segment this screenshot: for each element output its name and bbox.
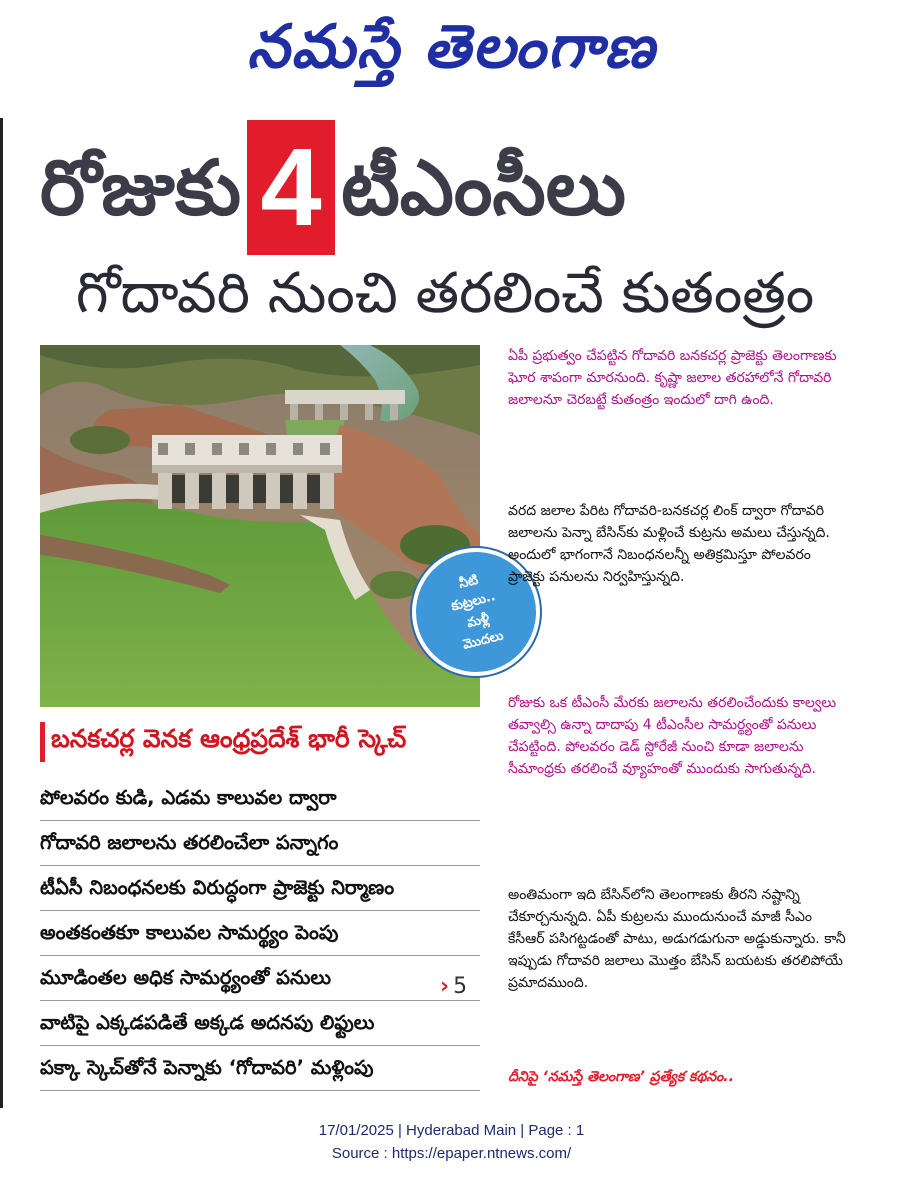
subhead-text: బనకచర్ల వెనక ఆంధ్రప్రదేశ్ భారీ స్కెచ్ [51, 724, 407, 753]
closing-line: దీనిపై ‘నమస్తే తెలంగాణ’ ప్రత్యేక కథనం.. [508, 1069, 734, 1085]
sub-headline: గోదావరి నుంచి తరలించే కుతంత్రం [75, 261, 815, 326]
footer-source-link[interactable]: Source : https://epaper.ntnews.com/ [331, 1145, 572, 1162]
body-paragraph-2: వరద జలాల పేరిట గోదావరి-బనకచర్ల లింక్ ద్వారా గోదావరి జలాలను పెన్నా బేసిన్‌కు మళ్లించే కుట్రను అమలు చేస్తున్నది. అందులో భాగంగానే నిబంధనలన్నీ అతిక్రమిస్తూ పోలవరం ప్రాజెక్టు పనులను నిర్వహిస్తున్నది. [508, 503, 830, 585]
footer-edition-info: 17/01/2025 | Hyderabad Main | Page : 1 [318, 1122, 585, 1139]
highlight-item: పక్కా స్కెచ్‌తోనే పెన్నాకు ‘గోదావరి’ మళ్లింపు [40, 1046, 480, 1091]
main-headline [40, 120, 840, 255]
highlight-item: గోదావరి జలాలను తరలించేలా పన్నాగం [40, 821, 480, 866]
dam-photo [40, 345, 480, 707]
subhead-accent-bar [40, 722, 45, 762]
page-ref-number: 5 [453, 974, 468, 999]
headline-number-box: 4 [247, 120, 335, 255]
badge-line-2: కుట్రలు.. [449, 589, 498, 615]
headline-right-text: టీఎంసీలు [341, 142, 626, 232]
body-paragraph-4: అంతిమంగా ఇది బేసిన్‌లోని తెలంగాణకు తీరని నష్టాన్ని చేకూర్చనున్నది. ఏపీ కుట్రలను ముందునుంచే మాజీ సీఎం కేసీఆర్ పసిగట్టడంతో పాటు, అడుగడుగునా అడ్డుకున్నారు. కానీ ఇప్పుడు గోదావరి జలాలు మొత్తం బేసిన్ బయటకు తరలిపోయే ప్రమాదముంది. [508, 887, 846, 991]
continued-page-ref[interactable] [440, 972, 480, 1002]
highlight-item: వాటిపై ఎక్కడపడితే అక్కడ అదనపు లిఫ్టులు [40, 1001, 480, 1046]
highlights-list [40, 776, 480, 1091]
highlight-item: టీఏసీ నిబంధనలకు విరుద్ధంగా ప్రాజెక్టు నిర్మాణం [40, 866, 480, 911]
left-column-rule [0, 118, 3, 1108]
badge-line-4: మొదలు [461, 628, 505, 653]
headline-left-text: రోజుకు [40, 142, 242, 232]
badge-line-1: నీటి [457, 572, 480, 593]
highlight-item: పోలవరం కుడి, ఎడమ కాలువల ద్వారా [40, 776, 480, 821]
body-paragraph-3: రోజుకు ఒక టీఎంసీ మేరకు జలాలను తరలించేందుకు కాల్వలు తవ్వాల్సి ఉన్నా దాదాపు 4 టీఎంసీల సామర్థ్యంతో పనులు చేపట్టింది. పోలవరం డెడ్ స్టోరేజీ నుంచి కూడా జలాలను సీమాంధ్రకు తరలించే వ్యూహంతో ముందుకు సాగుతున్నది. [508, 695, 837, 777]
chevron-right-icon: › [440, 974, 450, 999]
section-subhead [40, 718, 480, 766]
badge-line-3: మళ్లీ [465, 611, 492, 632]
highlight-item: అంతకంతకూ కాలువల సామర్థ్యం పెంపు [40, 911, 480, 956]
intro-paragraph: ఏపీ ప్రభుత్వం చేపట్టిన గోదావరి బనకచర్ల ప్రాజెక్టు తెలంగాణకు ఘోర శాపంగా మారనుంది. కృష్ణా జలాల తరహాలోనే గోదావరి జలాలనూ చెరబట్టే కుతంత్రం ఇందులో దాగి ఉంది. [508, 348, 837, 408]
newspaper-masthead: నమస్తే తెలంగాణ [246, 12, 657, 82]
highlight-item: మూడింతల అధిక సామర్థ్యంతో పనులు [40, 956, 480, 1001]
